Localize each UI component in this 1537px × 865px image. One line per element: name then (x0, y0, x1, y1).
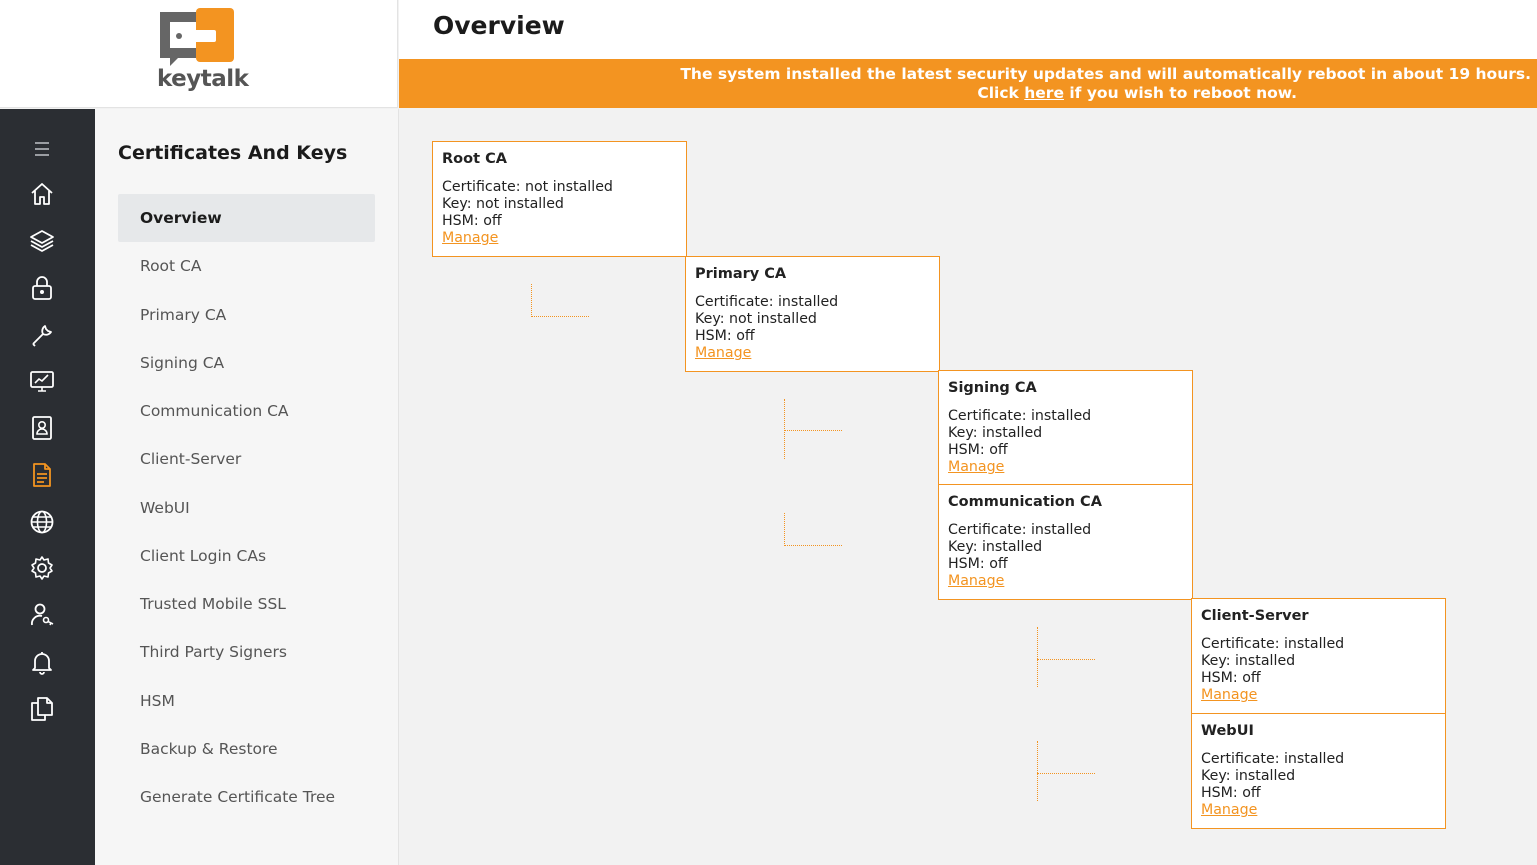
subnav-item-hsm[interactable]: HSM (140, 692, 175, 710)
certificate-tree (399, 108, 1537, 865)
node-title: WebUI (1201, 723, 1254, 739)
brand-name: keytalk (157, 66, 249, 92)
node-title: Client-Server (1201, 608, 1309, 624)
contact-card-icon[interactable] (29, 415, 55, 441)
tree-connector (1037, 741, 1038, 801)
node-hsm-status: HSM: off (948, 442, 1008, 458)
node-hsm-status: HSM: off (695, 328, 755, 344)
node-key-status: Key: not installed (442, 196, 564, 212)
manage-signing-ca-link[interactable]: Manage (948, 459, 1005, 475)
gear-icon[interactable] (29, 555, 55, 581)
node-title: Signing CA (948, 380, 1037, 396)
tree-node-signing-ca (938, 370, 1193, 486)
node-hsm-status: HSM: off (1201, 670, 1261, 686)
tree-connector (1037, 659, 1095, 660)
manage-primary-ca-link[interactable]: Manage (695, 345, 752, 361)
subnav-item-trusted-mobile-ssl[interactable]: Trusted Mobile SSL (140, 595, 286, 613)
tree-connector (784, 513, 785, 546)
subnav-item-webui[interactable]: WebUI (140, 499, 190, 517)
copy-pages-icon[interactable] (29, 696, 55, 722)
node-key-status: Key: installed (948, 539, 1043, 555)
node-hsm-status: HSM: off (442, 213, 502, 229)
node-key-status: Key: installed (1201, 768, 1296, 784)
subnav-item-client-login-cas[interactable]: Client Login CAs (140, 547, 267, 565)
certificates-subnav (95, 109, 399, 865)
tree-node-communication-ca (938, 484, 1193, 600)
tree-node-root-ca (432, 141, 687, 257)
node-hsm-status: HSM: off (948, 556, 1008, 572)
monitor-chart-icon[interactable] (29, 368, 55, 394)
tree-connector (531, 284, 532, 317)
document-icon[interactable] (29, 462, 55, 488)
keytalk-logo-icon (156, 8, 236, 68)
banner-line-2 (399, 84, 1531, 103)
page-header (399, 0, 1537, 59)
logo-area (0, 0, 398, 108)
lock-icon[interactable] (29, 275, 55, 301)
banner-line2-suffix: if you wish to reboot now. (1063, 84, 1297, 102)
icon-rail (0, 109, 95, 865)
tree-connector (784, 545, 842, 546)
node-title: Primary CA (695, 266, 787, 282)
tree-node-webui (1191, 713, 1446, 829)
subnav-item-client-server[interactable]: Client-Server (140, 450, 242, 468)
node-key-status: Key: installed (948, 425, 1043, 441)
hamburger-menu-icon[interactable] (29, 136, 55, 162)
banner-line2-prefix: Click (977, 84, 1025, 102)
node-certificate-status: Certificate: installed (695, 294, 839, 310)
node-title: Communication CA (948, 494, 1102, 510)
node-key-status: Key: not installed (695, 311, 817, 327)
reboot-notification-banner (399, 59, 1537, 108)
tree-node-primary-ca (685, 256, 940, 372)
subnav-item-third-party-signers[interactable]: Third Party Signers (140, 643, 287, 661)
tree-connector (531, 316, 589, 317)
node-hsm-status: HSM: off (1201, 785, 1261, 801)
subnav-item-overview[interactable]: Overview (118, 194, 375, 242)
tree-connector (1037, 627, 1038, 687)
tree-connector (784, 430, 842, 431)
node-certificate-status: Certificate: not installed (442, 179, 613, 195)
tree-connector (784, 399, 785, 459)
reboot-now-link[interactable]: here (1024, 84, 1064, 102)
manage-client-server-link[interactable]: Manage (1201, 687, 1258, 703)
subnav-item-signing-ca[interactable]: Signing CA (140, 354, 225, 372)
home-icon[interactable] (29, 181, 55, 207)
tree-connector (1037, 773, 1095, 774)
bell-icon[interactable] (29, 649, 55, 675)
subnav-item-generate-certificate-tree[interactable]: Generate Certificate Tree (140, 788, 336, 806)
node-key-status: Key: installed (1201, 653, 1296, 669)
subnav-item-primary-ca[interactable]: Primary CA (140, 306, 227, 324)
subnav-item-communication-ca[interactable]: Communication CA (140, 402, 289, 420)
node-certificate-status: Certificate: installed (948, 408, 1092, 424)
manage-webui-link[interactable]: Manage (1201, 802, 1258, 818)
banner-line-1: The system installed the latest security updates and will automatically reboot in about 19 hours. (680, 65, 1531, 83)
node-certificate-status: Certificate: installed (1201, 636, 1345, 652)
node-title: Root CA (442, 151, 507, 167)
globe-icon[interactable] (29, 509, 55, 535)
tree-node-client-server (1191, 598, 1446, 714)
wrench-icon[interactable] (29, 322, 55, 348)
subnav-item-root-ca[interactable]: Root CA (140, 257, 202, 275)
subnav-item-backup-restore[interactable]: Backup & Restore (140, 740, 278, 758)
layers-icon[interactable] (29, 228, 55, 254)
node-certificate-status: Certificate: installed (1201, 751, 1345, 767)
manage-communication-ca-link[interactable]: Manage (948, 573, 1005, 589)
manage-root-ca-link[interactable]: Manage (442, 230, 499, 246)
subnav-title: Certificates And Keys (118, 142, 348, 164)
user-key-icon[interactable] (29, 602, 55, 628)
node-certificate-status: Certificate: installed (948, 522, 1092, 538)
page-title: Overview (433, 11, 565, 40)
